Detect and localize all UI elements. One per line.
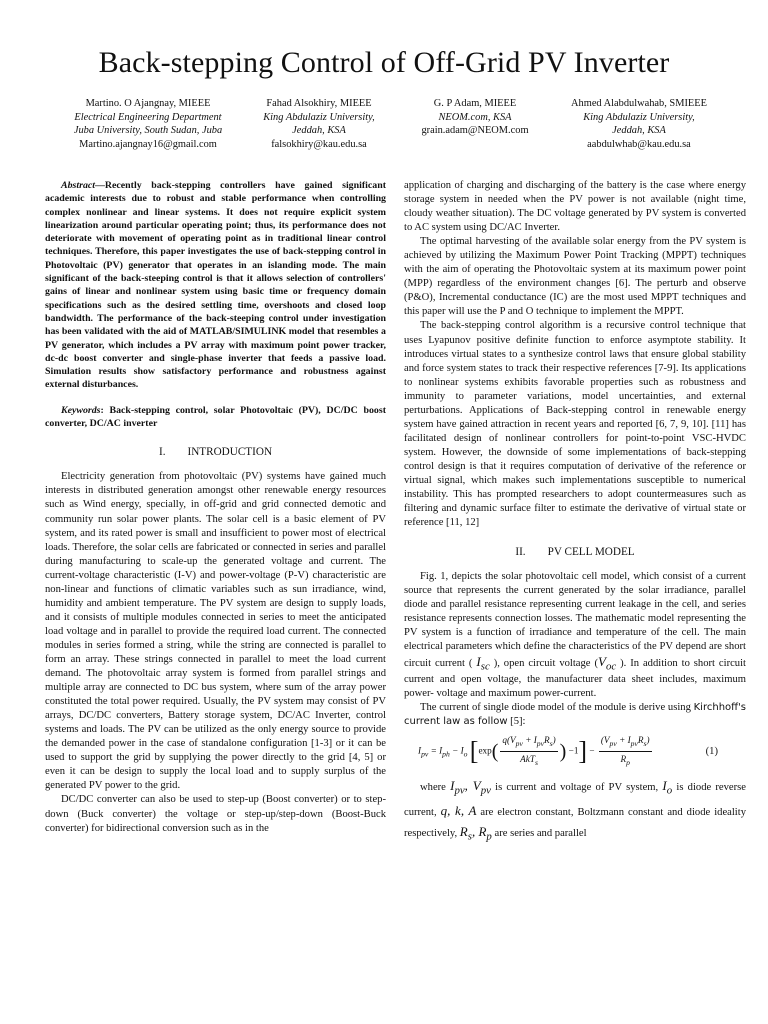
text-run: is current and voltage of PV system, <box>490 782 663 794</box>
text-run: are electron constant, Boltzmann constant and diode ideality respectively, <box>404 806 746 839</box>
fraction: $\frac{q(V_{pv} + I_{pv}R_s)}{AkT_s}$ <box>502 735 556 768</box>
intro-paragraph: The optimal harvesting of the available solar energy from the PV system is achieved by utilizing the Maximum Power Point Tracking (MPPT) techniques with the aim of operating the Photovoltaic system at its maximum power point (MPP) regardless of the environment changes [6]. The perturb and observe (P&O), Incremental conductance (IC) are the most used MPPT techniques and this paper will use the P and O technique to implement the MPPT. <box>404 236 746 318</box>
author-affiliation: Juba University, South Sudan, Juba <box>73 125 223 137</box>
author-block-2 <box>244 97 394 151</box>
author-affiliation: Jeddah, KSA <box>292 125 346 137</box>
intro-paragraph: The back-stepping control algorithm is a recursive control technique that uses Lyapunov positive definite function to enforce asymptote stability. It introduces virtual states to a synthesize control laws that ensure global stability and force system states to track their respective references [7-9]. Its applications to nonlinear systems exhibits favorable properties such as robustness and immunity to parameter variations, model uncertainties, and external perturbations. Applications of Back-stepping control in renewable energy system have gained attraction in recent years and reported [6, 7, 9, 10]. [11] has facilitated design of nonlinear controllers for point-to-point VSC-HVDC system. However, the downside of some implementations of back-stepping control design is that it requires computation of derivative of the reference or virtual signal, which makes such implementations susceptible to numerical instability. This has prompted researchers to adopt countermeasures such as filtering and dynamic surface filter to estimate the derivative of virtual state or reference [11, 12] <box>404 320 746 529</box>
text-run: Fig. 1, depicts the solar photovoltaic cell model, which consist of a current source that represents the current generated by the solar irradiance, parallel diode and parallel resistance representing current leakage in the cell, and series resistance represents connection losses. The mathematic model representing the PV system is a function of irradiance and temperature of the cell. The main electrical parameters which define the characteristics of the PV depend are short circuit current ( <box>404 571 746 669</box>
author-affiliation: King Abdulaziz University, <box>263 111 375 123</box>
author-affiliation: Electrical Engineering Department <box>74 111 222 123</box>
author-block-3 <box>400 97 550 138</box>
abstract <box>45 179 386 392</box>
author-affiliation: Jeddah, KSA <box>612 125 666 137</box>
author-email: falsokhiry@kau.edu.sa <box>271 138 367 150</box>
author-name: Ahmed Alabdulwahab, SMIEEE <box>571 98 707 109</box>
symbol-voc: $V_{oc}$ <box>597 653 617 673</box>
equation-number: (1) <box>705 745 718 757</box>
fraction: $\frac{(V_{pv} + I_{pv}R_s)}{R_p}$ <box>600 735 650 768</box>
author-email: grain.adam@NEOM.com <box>421 125 529 137</box>
pv-model-paragraph <box>404 570 746 701</box>
keywords-lead: Keywords <box>61 404 101 416</box>
intro-paragraph: DC/DC converter can also be used to step-up (Boost converter) or to step-down (Buck converter) the voltage or step-up/step-down (Boost-Buck converter) for bidirectional conversion such as in the <box>45 794 386 834</box>
bracket-open: [ <box>469 736 479 766</box>
bracket-close: ] <box>578 736 588 766</box>
equation-body: $I_{pv} = I_{ph} - I_o$ [exp( $\frac{q(V_{pv} + I_{pv}R_s)}{AkT_s}$ ) −1] − $\frac{(V_{pv} + I_{pv}R_s)}{R_p}$ <box>418 733 654 770</box>
author-name: Fahad Alsokhiry, MIEEE <box>266 98 372 109</box>
pv-model-paragraph: where $I_{pv}$, $V_{pv}$ is current and voltage of PV system, $I_o$ is diode reverse current, q, k, A are electron constant, Boltzmann constant and diode ideality respectively, $R_s$, $R_p$ are series and parallel <box>404 778 746 843</box>
keywords <box>45 404 386 431</box>
author-block-1 <box>58 97 238 151</box>
section-title: PV CELL MODEL <box>547 546 635 559</box>
text-run: ). In addition to short circuit current and open voltage, the manufacturer data sheet includes, maximum power- voltage and maximum power-current. <box>404 657 746 700</box>
paper-title: Back-stepping Control of Off-Grid PV Inverter <box>98 46 670 79</box>
author-name: G. P Adam, MIEEE <box>433 98 517 109</box>
text-run: are series and parallel <box>491 827 587 839</box>
text-run: [5]: <box>507 716 526 728</box>
pv-model-paragraph <box>404 701 746 729</box>
text-run: ), open circuit voltage ( <box>493 657 598 669</box>
text-run: where <box>420 782 451 794</box>
author-email: aabdulwhab@kau.edu.sa <box>587 138 691 150</box>
section-number: I. <box>158 446 166 459</box>
author-email: Martino.ajangnay16@gmail.com <box>79 138 217 150</box>
abstract-lead: Abstract <box>61 180 96 191</box>
section-title: INTRODUCTION <box>187 446 273 459</box>
equation-1 <box>418 733 746 770</box>
keywords-text: : Back-stepping control, solar Photovoltaic (PV), DC/DC boost converter, DC/AC inverter <box>45 404 386 430</box>
author-name: Martino. O Ajangnay, MIEEE <box>85 98 211 109</box>
left-column <box>45 179 386 836</box>
section-heading-pv-cell-model <box>404 545 746 559</box>
text-run: The current of single diode model of the module is derive using <box>420 702 691 714</box>
section-heading-introduction <box>45 445 386 459</box>
author-affiliation: NEOM.com, KSA <box>438 111 512 123</box>
intro-paragraph: application of charging and discharging of the battery is the case where energy storage system in needed when the PV power is not available (night time, cloudy weather situation). The DC voltage generated by PV system is converted to AC system using DC/AC Inverter. <box>404 180 746 234</box>
section-number: II. <box>515 546 526 559</box>
kirchhoff-text: Kirchhoff's current law as follow <box>404 702 746 728</box>
author-affiliation: King Abdulaziz University, <box>583 111 695 123</box>
right-column <box>404 179 746 846</box>
author-block-4 <box>553 97 725 151</box>
text-run: is diode reverse current, <box>404 782 746 818</box>
symbol-isc: $I_{sc}$ <box>476 653 490 673</box>
abstract-text: —Recently back-stepping controllers have gained significant academic interests due to robust and stable performance when controlling complex nonlinear and linear systems. It does not require explicit system linearization around particular operating point; thus, its performance does not deteriorate with movement of operating point as in traditional linear control techniques. Therefore, this paper investigates the use of back-stepping control in Photovoltaic (PV) generator that operates in an islanding mode. The main significant of the back-steeping control is that it allows selection of controllers' gains of linear and nonlinear system using basic time or frequency domain specifications such as the desired settling time, overshoots and closed loop bandwidth. The performance of the back-steeping control under investigation has been validated with the aid of MATLAB/SIMULINK model that resembles a PV generator, which includes a PV array with maximum point power tracker, dc-dc boost converter and single-phase inverter that feeds a passive load. Simulation results show satisfactory performance and robustness against external disturbances. <box>45 180 386 391</box>
intro-paragraph: Electricity generation from photovoltaic (PV) systems have gained much interests in distributed generation amongst other renewable energy resources such as Wind energy, specially, in off-grid and grid connected demotic and community run solar power plants. The solar cell is a basic element of PV system, and its rated power is small and insufficient to power most of electrical loads. Therefore, the solar cells are fabricated or connected in series and parallel during manufacturing to scale-up the generated voltage and current. The current-voltage characteristic (I-V) and power-voltage (P-V) characteristic are non-linear and functions of climatic variables such as sun irradiance, wind, humidity and ambient temperature. The PV system are design to supply loads, and it consists of multiple modules connected in series to meet the anticipated load voltage and in parallel to provide the required load current. The connected modules in series formed a string, while the string are connected is parallel to form an array. These strings connected in parallel to meet the load current demand. The photovoltaic array system is formed from parallel strings and multiple array are connected to DC bus system, where sum of the array power constituted the total power required. Usually, the PV system may consist of PV arrays, DC/DC converters, Battery storage system, DC/AC Inverter, control systems and loads. The PV can be utilized as the only energy source to provide the demanded power in the case of standalone configuration [1-3] or it can be used to support the grid by supplying the power directly to the grid [4, 5] or even it can be design to supply the local load and to supply surplus of the generated PV power to the grid. <box>45 471 386 792</box>
